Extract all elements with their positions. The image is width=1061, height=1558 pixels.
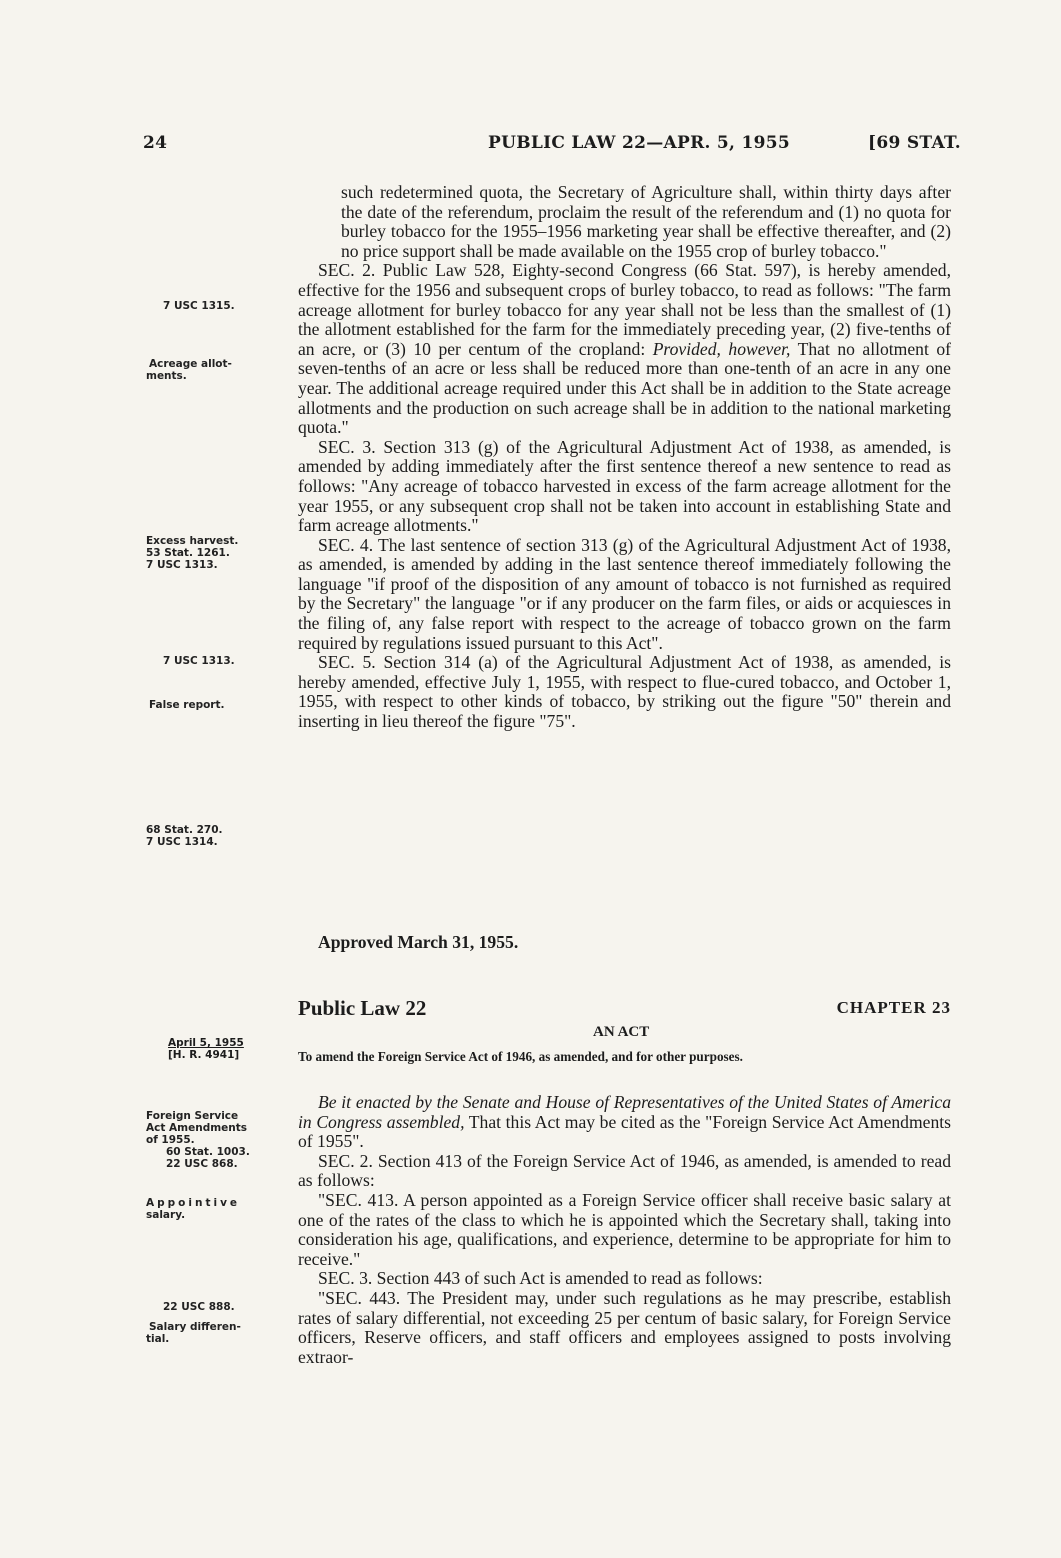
paragraph-sec-2: SEC. 2. Public Law 528, Eighty-second Congress (66 Stat. 597), is hereby amended, effective for the 1956 and subsequent crops of burley tobacco, to read as follows: "The farm acreage allotment for burley tobacco for any year shall not be less than the smallest of (1) the allotment established for the farm for the immediately preceding year, (2) five-tenths of an acre, or (3) 10 per centum of the cropland: Provided, however, That no allotment of seven-tenths of an acre or less shall be reduced more than one-tenth of an acre in any one year. The additional acreage required under this Act shall be in addition to the State acreage allotments and the production on such acreage shall be in addition to the national marketing quota." <box>298 260 951 438</box>
body-text-tobacco <box>298 183 951 732</box>
margin-note-usc-1313: 7 USC 1313. <box>163 655 235 667</box>
paragraph-fs-sec-413: "SEC. 413. A person appointed as a Foreign Service officer shall receive basic salary at one of the rates of the class to which he is appointed which the Secretary shall, taking into consideration his age, qualifications, and experience, determine to be appropriate for him to receive." <box>298 1189 951 1269</box>
chapter-heading: CHAPTER 23 <box>836 998 951 1017</box>
act-purpose: To amend the Foreign Service Act of 1946, as amended, and for other purposes. <box>298 1049 743 1064</box>
margin-note-usc-888: 22 USC 888. <box>163 1301 235 1313</box>
margin-note-false-report: False report. <box>149 699 225 711</box>
bill-reference: April 5, 1955 [H. R. 4941] <box>168 1037 244 1061</box>
paragraph-enacting-clause: Be it enacted by the Senate and House of Representatives of the United States of America in Congress assembled, That this Act may be cited as the "Foreign Service Act Amendments of 1955". <box>298 1092 951 1152</box>
paragraph-sec-5: SEC. 5. Section 314 (a) of the Agricultural Adjustment Act of 1938, as amended, is hereby amended, effective July 1, 1955, with respect to flue-cured tobacco, and October 1, 1955, with respect to other kinds of tobacco, by striking out the figure "50" therein and inserting in lieu thereof the figure "75". <box>298 652 951 732</box>
margin-note-usc-1315: 7 USC 1315. <box>163 300 235 312</box>
paragraph-fs-sec-3: SEC. 3. Section 443 of such Act is amended to read as follows: <box>318 1268 763 1289</box>
paragraph-fs-sec-2: SEC. 2. Section 413 of the Foreign Service Act of 1946, as amended, is amended to read as follows: <box>298 1150 951 1191</box>
paragraph-sec-4: SEC. 4. The last sentence of section 313 (g) of the Agricultural Adjustment Act of 1938, as amended, is amended by adding in the last sentence thereof immediately following the language "if proof of the disposition of any amount of tobacco is not furnished as required by the Secretary" the language "or if any producer on the farm files, or aids or acquiesces in the filing of, any false report with respect to the acreage of tobacco grown on the farm required by regulations issued pursuant to this Act". <box>298 534 951 653</box>
running-title: PUBLIC LAW 22—APR. 5, 1955 <box>488 133 791 153</box>
paragraph-redetermined-quota: such redetermined quota, the Secretary of Agriculture shall, within thirty days after the date of the referendum, proclaim the result of the referendum and (1) no quota for burley tobacco for the 1955–1956 marketing year shall be effective thereafter, and (2) no price support shall be made available on the 1955 crop of burley tobacco." <box>341 182 951 261</box>
stat-reference: [69 STAT. <box>868 133 961 153</box>
margin-note-acreage: Acreage allot- ments. <box>146 358 232 382</box>
public-law-heading: Public Law 22 <box>298 996 427 1020</box>
approved-date: Approved March 31, 1955. <box>318 932 519 952</box>
margin-note-appointive-salary: Appointive salary. <box>146 1197 241 1221</box>
margin-note-fsa-1955: Foreign Service Act Amendments of 1955. 60 Stat. 1003. 22 USC 868. <box>146 1110 250 1170</box>
paragraph-fs-sec-443: "SEC. 443. The President may, under such regulations as he may prescribe, establish rates of salary differential, not exceeding 25 per centum of basic salary, for Foreign Service officers, Reserve officers, and staff officers and employees assigned to posts involving extraor- <box>298 1287 951 1367</box>
page-number: 24 <box>143 133 168 153</box>
margin-note-68-stat: 68 Stat. 270. 7 USC 1314. <box>146 824 223 848</box>
paragraph-sec-3: SEC. 3. Section 313 (g) of the Agricultural Adjustment Act of 1938, as amended, is amended by adding immediately after the first sentence thereof a new sentence to read as follows: "Any acreage of tobacco harvested in excess of the farm acreage allotment for the year 1955, or any subsequent crop shall not be taken into account in establishing State and farm acreage allotments." <box>298 436 951 536</box>
margin-note-salary-differential: Salary differen- tial. <box>146 1321 241 1345</box>
margin-note-excess-harvest: Excess harvest. 53 Stat. 1261. 7 USC 1313. <box>146 535 239 571</box>
body-text-foreign-service <box>298 1093 951 1367</box>
an-act-heading: AN ACT <box>593 1024 650 1040</box>
